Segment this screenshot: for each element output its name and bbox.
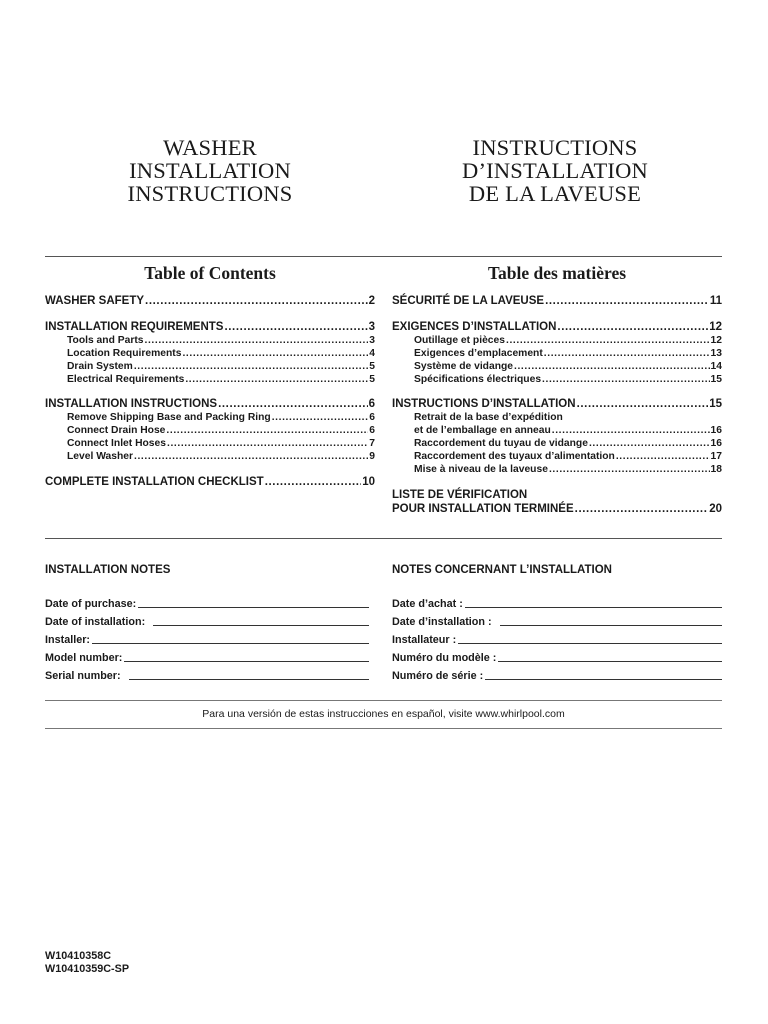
toc-entry-instructions[interactable]: INSTRUCTIONS D’INSTALLATION ..... 15 bbox=[392, 397, 722, 411]
toc-entry-retrait[interactable]: et de l’emballage en anneau ..... 16 bbox=[392, 424, 722, 437]
document-code-1: W10410358C bbox=[45, 950, 112, 962]
numero-serie-field[interactable]: Numéro de série : bbox=[392, 668, 722, 682]
toc-entry-washer-safety[interactable]: WASHER SAFETY ..... 2 bbox=[45, 294, 375, 308]
toc-entry-drain-system[interactable]: Drain System ..... 5 bbox=[45, 360, 375, 373]
toc-entry-liste-line1: LISTE DE VÉRIFICATION bbox=[392, 489, 528, 501]
installer-field[interactable]: Installer: bbox=[45, 632, 369, 646]
spanish-version-note: Para una versión de estas instrucciones en español, visite www.whirlpool.com bbox=[202, 708, 565, 720]
notes-heading-english: INSTALLATION NOTES bbox=[45, 564, 171, 576]
toc-heading-english: Table of Contents bbox=[144, 263, 276, 283]
divider-spanish-bottom bbox=[45, 728, 722, 729]
notes-heading-french: NOTES CONCERNANT L’INSTALLATION bbox=[392, 564, 612, 576]
divider-spanish-top bbox=[45, 700, 722, 701]
toc-entry-electrical-requirements[interactable]: Electrical Requirements ..... 5 bbox=[45, 373, 375, 386]
date-of-purchase-field[interactable]: Date of purchase: bbox=[45, 596, 369, 610]
toc-entry-electriques[interactable]: Spécifications électriques ..... 15 bbox=[392, 373, 722, 386]
toc-entry-tuyaux-alimentation[interactable]: Raccordement des tuyaux d’alimentation ..... 17 bbox=[392, 450, 722, 463]
date-installation-field[interactable]: Date d’installation : bbox=[392, 614, 722, 628]
document-code-2: W10410359C-SP bbox=[45, 963, 130, 975]
toc-entry-emplacement[interactable]: Exigences d’emplacement ..... 13 bbox=[392, 347, 722, 360]
toc-entry-installation-checklist[interactable]: COMPLETE INSTALLATION CHECKLIST ..... 10 bbox=[45, 475, 375, 489]
numero-modele-field[interactable]: Numéro du modèle : bbox=[392, 650, 722, 664]
toc-entry-tuyau-vidange[interactable]: Raccordement du tuyau de vidange ..... 16 bbox=[392, 437, 722, 450]
title-english: WASHER INSTALLATION INSTRUCTIONS bbox=[127, 135, 293, 206]
toc-entry-mise-a-niveau[interactable]: Mise à niveau de la laveuse ..... 18 bbox=[392, 463, 722, 476]
toc-heading-french: Table des matières bbox=[487, 263, 627, 283]
installateur-field[interactable]: Installateur : bbox=[392, 632, 722, 646]
toc-entry-vidange[interactable]: Système de vidange ..... 14 bbox=[392, 360, 722, 373]
divider-middle bbox=[45, 538, 722, 539]
model-number-field[interactable]: Model number: bbox=[45, 650, 369, 664]
title-french: INSTRUCTIONS D’INSTALLATION DE LA LAVEUSE bbox=[462, 135, 648, 206]
toc-entry-installation-requirements[interactable]: INSTALLATION REQUIREMENTS ..... 3 bbox=[45, 320, 375, 334]
date-achat-field[interactable]: Date d’achat : bbox=[392, 596, 722, 610]
toc-entry-connect-drain-hose[interactable]: Connect Drain Hose ..... 6 bbox=[45, 424, 375, 437]
toc-entry-installation-instructions[interactable]: INSTALLATION INSTRUCTIONS ..... 6 bbox=[45, 397, 375, 411]
toc-entry-liste-verification[interactable]: POUR INSTALLATION TERMINÉE ..... 20 bbox=[392, 502, 722, 516]
toc-entry-tools-and-parts[interactable]: Tools and Parts ..... 3 bbox=[45, 334, 375, 347]
date-of-installation-field[interactable]: Date of installation: bbox=[45, 614, 369, 628]
toc-entry-retrait-line1: Retrait de la base d’expédition bbox=[414, 412, 563, 423]
toc-entry-connect-inlet-hoses[interactable]: Connect Inlet Hoses ..... 7 bbox=[45, 437, 375, 450]
notes-fields-french bbox=[392, 596, 722, 682]
toc-entry-outillage[interactable]: Outillage et pièces ..... 12 bbox=[392, 334, 722, 347]
toc-entry-location-requirements[interactable]: Location Requirements ..... 4 bbox=[45, 347, 375, 360]
toc-entry-remove-shipping-base[interactable]: Remove Shipping Base and Packing Ring ..... 6 bbox=[45, 411, 375, 424]
divider-top bbox=[45, 256, 722, 257]
toc-entry-level-washer[interactable]: Level Washer ..... 9 bbox=[45, 450, 375, 463]
serial-number-field[interactable]: Serial number: bbox=[45, 668, 369, 682]
notes-fields-english bbox=[45, 596, 369, 682]
toc-entry-securite[interactable]: SÉCURITÉ DE LA LAVEUSE ..... 11 bbox=[392, 294, 722, 308]
toc-entry-exigences[interactable]: EXIGENCES D’INSTALLATION ..... 12 bbox=[392, 320, 722, 334]
